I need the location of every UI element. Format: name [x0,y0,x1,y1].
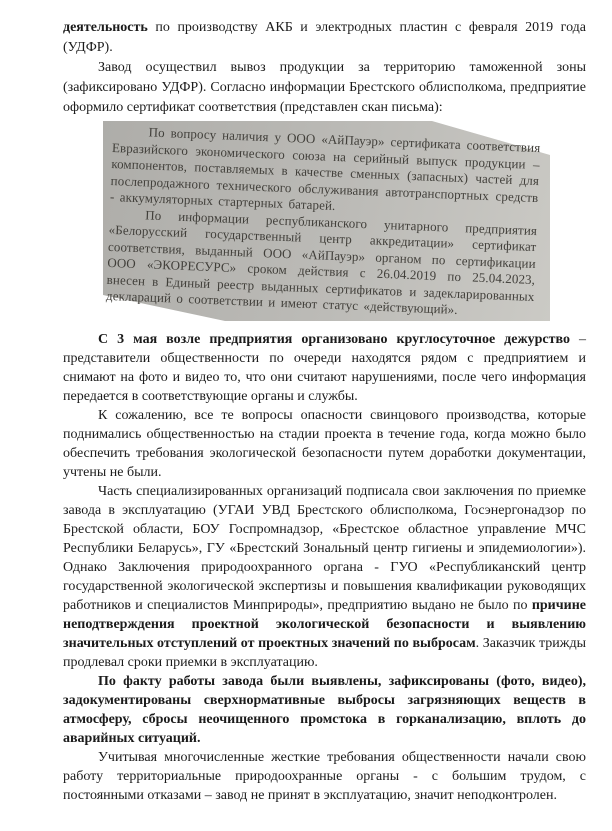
scan-paragraph [106,205,538,321]
paragraph [63,18,586,58]
bold-text-run: По факту работы завода были выявлены, зафиксированы (фото, видео), задокументированы сверхнормативные выбросы загрязняющих веществ в атмосферу, сбросы неочищенного промстока в горканализацию, вплоть до аварийных ситуаций. [63,674,586,746]
paragraph [63,748,586,805]
text-run: К сожалению, все те вопросы опасности свинцового производства, которые поднимались общественностью на стадии проекта в течение года, когда можно было обеспечить требования экологической безопасности путем доработки документации, учтены не были. [63,408,586,480]
text-run: Завод осуществил вывоз продукции за территорию таможенной зоны (зафиксировано УДФР). Согласно информации Брестского облисполкома, предприятие оформило сертификат соответствия (представлен скан письма): [63,60,586,115]
text-run: Учитывая многочисленные жесткие требования общественности начали свою работу территориальные природоохранные органы - с большим трудом, с постоянными отказами – завод не принят в эксплуатацию, значит неподконтролен. [63,750,586,803]
paragraph [63,330,586,406]
bold-text-run: причине неподтверждения проектной экологической безопасности и выявлению значительных отступлений от проектных значений по выбросам [63,598,586,651]
text-after-scan [63,330,586,805]
paragraph [63,406,586,482]
text-run: . Заказчик трижды продлевал сроки приемки в эксплуатацию. [63,636,586,670]
paragraph [63,672,586,748]
bold-text-run: С 3 мая возле предприятия организовано круглосуточное дежурство [98,332,570,347]
text-run: – представители общественности по очереди находятся рядом с предприятием и снимают на фото и видео то, что они считают нарушениями, после чего информация передается в соответствующие органы и службы. [63,332,587,404]
paragraph [63,58,586,118]
text-before-scan [63,0,586,118]
text-run: Часть специализированных организаций подписала свои заключения по приемке завода в эксплуатацию (УГАИ УВД Брестского облисполкома, Госэнергонадзор по Брестской области, БОУ Госпромнадзор, «Брестское областное управление МЧС Республики Беларусь», ГУ «Брестский Зональный центр гигиены и эпидемиологии»). Однако Заключения природоохранного органа - ГУО «Республиканский центр государственной экологической экспертизы и повышения квалификации руководящих работников и специалистов Минприроды», предприятию выдано не было по [63,484,586,613]
paragraph [63,482,586,672]
scan-letter-text [106,123,541,321]
text-run: По информации республиканского унитарного предприятия «Белорусский государственный центр аккредитации» сертификат соответствия, выданный ООО «АйПауэр» органом по сертификации ООО «ЭКОРЕСУРС» сроком действия с 26.04.2019 по 25.04.2023, внесен в Единый реестр выданных сертификатов и задекларированных деклараций о соответствии и имеют статус «действующий». [105,206,538,317]
bold-text-run: деятельность [63,20,148,35]
scanned-letter-photo [103,121,550,321]
text-run: по производству АКБ и электродных пластин с февраля 2019 года (УДФР). [63,20,586,55]
text-run: По вопросу наличия у ООО «АйПауэр» сертификата соответствия Евразийского экономического союза на серийный выпуск продукции – компонентов, поставляемых в качестве сменных (запасных) частей для послепродажного технического обслуживания автотранспортных средств - аккумуляторных стартерных батарей. [109,124,541,213]
